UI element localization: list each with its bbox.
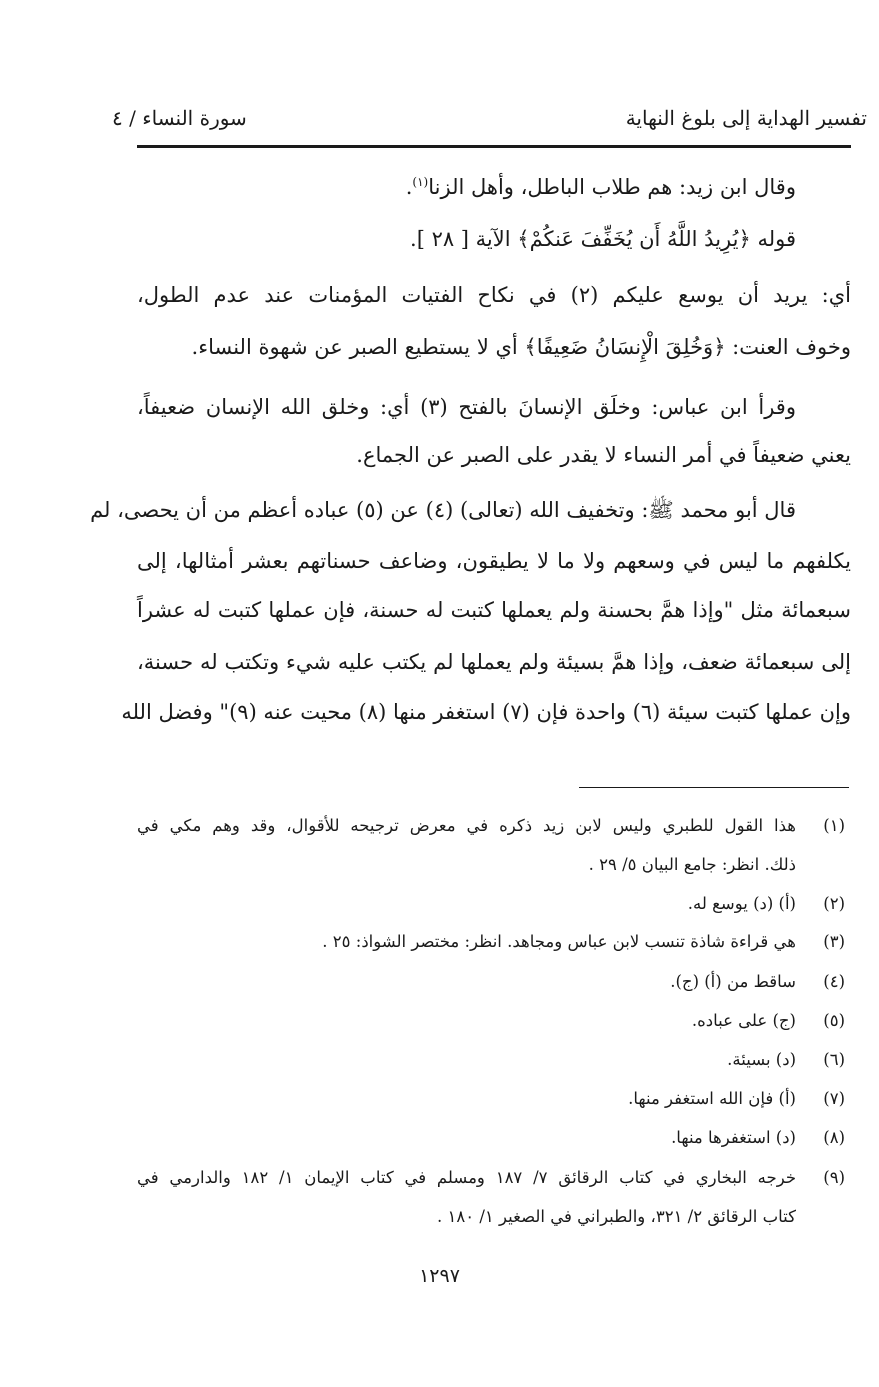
text-line: وإن عملها كتبت سيئة (٦) واحدة فإن (٧) استغفر منها (٨) محيت عنه (٩)" وفضل الله	[121, 700, 851, 724]
footnote-text: هي قراءة شاذة تنسب لابن عباس ومجاهد. انظر: مختصر الشواذ: ٢٥ .	[322, 932, 796, 951]
text-line: يكلفهم ما ليس في وسعهم ولا ما لا يطيقون، وضاعف حسناتهم بعشر أمثالها، إلى	[137, 549, 851, 573]
footnote-text: (د) استغفرها منها.	[671, 1128, 796, 1147]
text-line: إلى سبعمائة ضعف، وإذا همَّ بسيئة ولم يعملها لم يكتب عليه شيء وتكتب له حسنة،	[137, 650, 851, 674]
text-line: وقال ابن زيد: هم طلاب الباطل، وأهل الزنا$^{(١)}$.	[405, 175, 796, 199]
running-head-book-title: تفسير الهداية إلى بلوغ النهاية	[625, 106, 867, 130]
footnote-number: (٧)	[823, 1089, 845, 1108]
footnote-text: ذلك. انظر: جامع البيان ٥/ ٢٩ .	[588, 855, 796, 874]
text-line: وخوف العنت: ﴿وَخُلِقَ الْإِنسَانُ ضَعِيفًا﴾ أي لا يستطيع الصبر عن شهوة النساء.	[191, 335, 851, 359]
footnote-number: (٢)	[823, 894, 845, 913]
footnote-text: (أ) (د) يوسع له.	[687, 894, 796, 913]
text-line: قوله ﴿يُرِيدُ اللَّهُ أَن يُخَفِّفَ عَنكُمْ﴾ الآية [ ٢٨ ].	[410, 227, 796, 251]
footnote-number: (٩)	[823, 1168, 845, 1187]
footnote-ref: (١)	[412, 175, 429, 189]
footnote-text: هذا القول للطبري وليس لابن زيد ذكره في معرض ترجيحه للأقوال، وقد وهم مكي في	[137, 816, 796, 835]
text-line: قال أبو محمد ﷺ: وتخفيف الله (تعالى) (٤) عن (٥) عباده أعظم من أن يحصى، لم	[90, 498, 796, 522]
running-head-surah: سورة النساء / ٤	[112, 106, 247, 130]
footnote-text: (د) بسيئة.	[727, 1050, 796, 1069]
text-line: يعني ضعيفاً في أمر النساء لا يقدر على الصبر عن الجماع.	[356, 443, 851, 467]
footnote-text: كتاب الرقائق ٢/ ٣٢١، والطبراني في الصغير ١/ ١٨٠ .	[437, 1207, 796, 1226]
footnote-number: (٣)	[823, 932, 845, 951]
footnote-number: (١)	[823, 816, 845, 835]
header-rule	[137, 145, 851, 148]
page-number: ١٢٩٧	[419, 1265, 460, 1287]
footnote-text: (أ) فإن الله استغفر منها.	[628, 1089, 796, 1108]
footnote-number: (٦)	[823, 1050, 845, 1069]
footnote-number: (٨)	[823, 1128, 845, 1147]
footnote-number: (٥)	[823, 1011, 845, 1030]
footnote-text: ساقط من (أ) (ج).	[670, 972, 796, 991]
text-line: أي: يريد أن يوسع عليكم (٢) في نكاح الفتيات المؤمنات عند عدم الطول،	[137, 283, 851, 307]
footnote-number: (٤)	[823, 972, 845, 991]
footnote-text: خرجه البخاري في كتاب الرقائق ٧/ ١٨٧ ومسلم في كتاب الإيمان ١/ ١٨٢ والدارمي في	[137, 1168, 797, 1187]
footnote-rule	[579, 787, 849, 788]
footnote-text: (ج) على عباده.	[691, 1011, 796, 1030]
text-line: سبعمائة مثل "وإذا همَّ بحسنة ولم يعملها كتبت له حسنة، فإن عملها كتبت له عشراً	[137, 598, 851, 622]
text-line: وقرأ ابن عباس: وخلَق الإنسانَ بالفتح (٣) أي: وخلق الله الإنسان ضعيفاً،	[137, 395, 796, 419]
